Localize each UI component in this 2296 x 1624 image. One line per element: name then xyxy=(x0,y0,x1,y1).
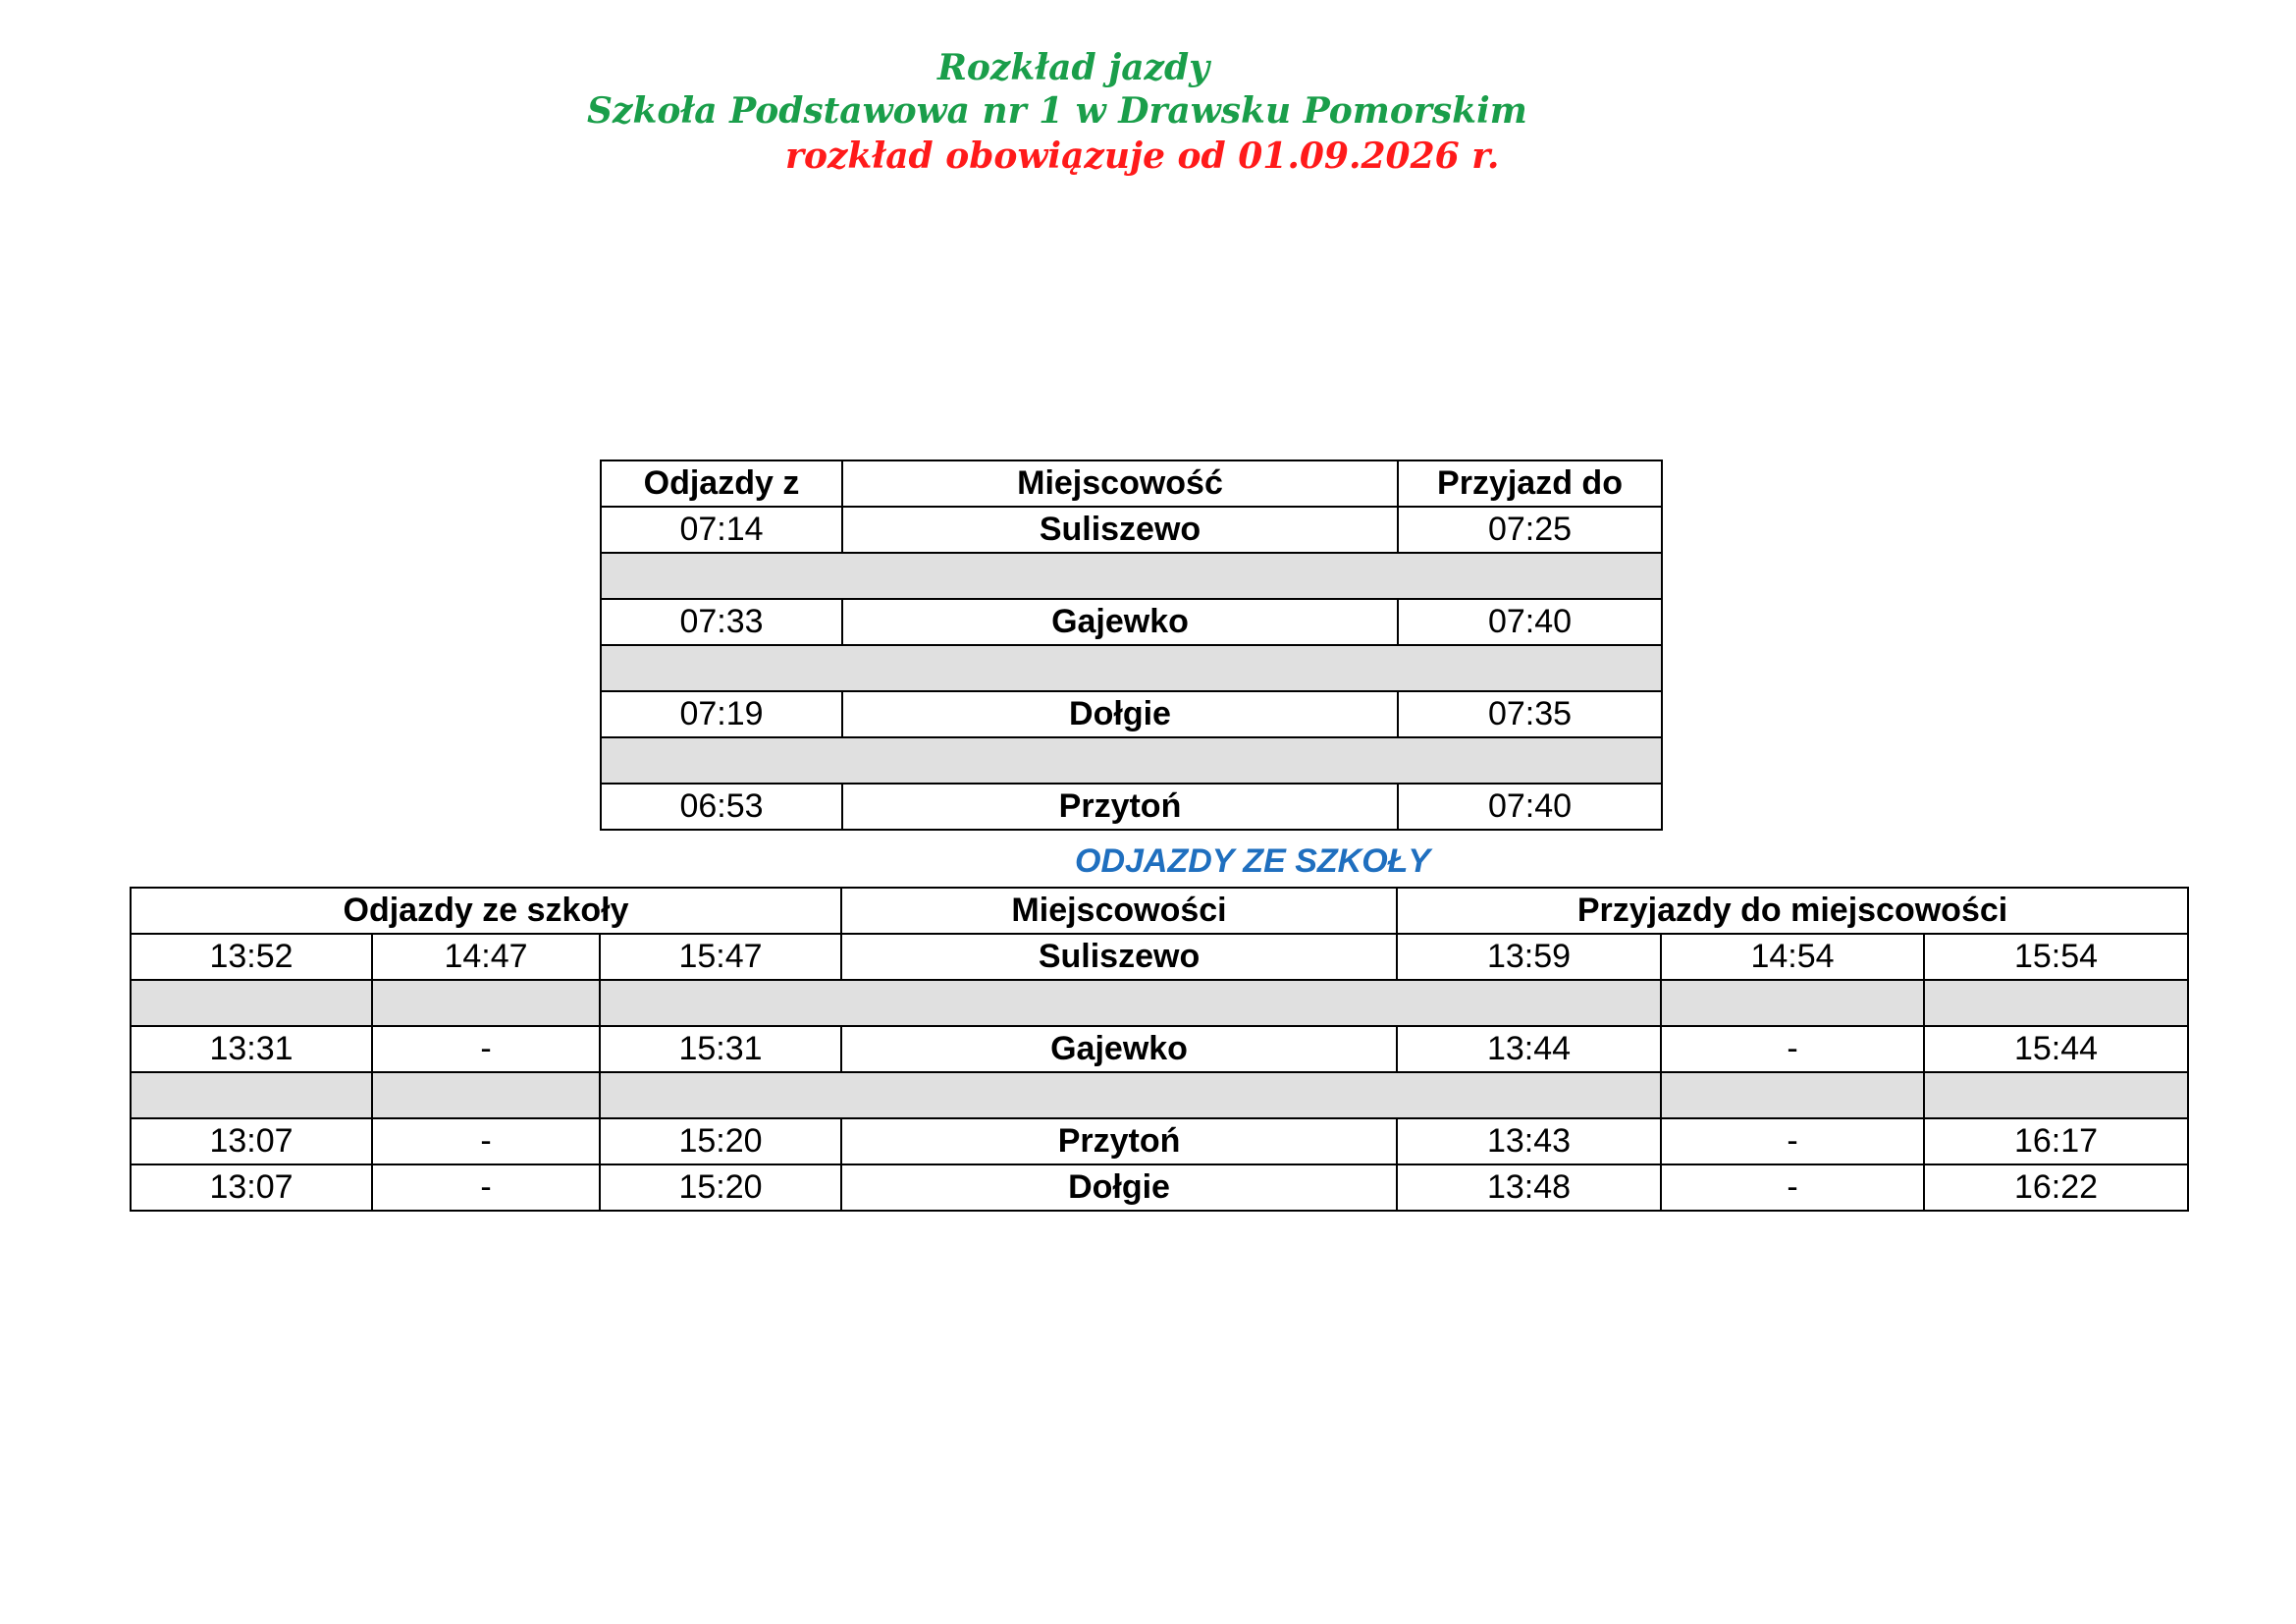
table-row xyxy=(601,507,1662,553)
separator-cell xyxy=(372,980,600,1026)
place-name: Gajewko xyxy=(841,1026,1397,1072)
separator-cell xyxy=(1661,980,1924,1026)
arrival-time: - xyxy=(1661,1118,1924,1164)
arrival-time: 07:35 xyxy=(1398,691,1662,737)
table-row xyxy=(131,1118,2188,1164)
departure-time: 15:20 xyxy=(600,1164,841,1211)
table-row xyxy=(131,1026,2188,1072)
departure-time: 07:19 xyxy=(601,691,842,737)
departure-time: - xyxy=(372,1118,600,1164)
departure-time: 14:47 xyxy=(372,934,600,980)
place-name: Gajewko xyxy=(842,599,1398,645)
separator-cell xyxy=(601,553,1662,599)
arrival-time: 16:17 xyxy=(1924,1118,2188,1164)
arrival-time: 13:59 xyxy=(1397,934,1661,980)
separator-cell xyxy=(131,980,372,1026)
table-row xyxy=(601,691,1662,737)
departure-time: - xyxy=(372,1164,600,1211)
valid-from-note: rozkład obowiązuje od 01.09.2026 r. xyxy=(785,135,1500,177)
arrival-time: 14:54 xyxy=(1661,934,1924,980)
separator-row xyxy=(131,1072,2188,1118)
table-row xyxy=(601,599,1662,645)
table-row xyxy=(131,1164,2188,1211)
departure-time: 15:47 xyxy=(600,934,841,980)
column-header: Przyjazd do xyxy=(1398,460,1662,507)
departure-time: - xyxy=(372,1026,600,1072)
arrival-time: - xyxy=(1661,1026,1924,1072)
separator-cell xyxy=(601,645,1662,691)
table-header-row xyxy=(131,888,2188,934)
from-school-table xyxy=(130,887,2189,1212)
separator-cell xyxy=(131,1072,372,1118)
departure-time: 07:14 xyxy=(601,507,842,553)
separator-row xyxy=(601,645,1662,691)
arrival-time: 15:44 xyxy=(1924,1026,2188,1072)
arrival-time: 07:40 xyxy=(1398,599,1662,645)
departure-time: 06:53 xyxy=(601,784,842,830)
column-header: Miejscowości xyxy=(841,888,1397,934)
document-title: Rozkład jazdy xyxy=(937,47,1210,88)
column-header: Przyjazdy do miejscowości xyxy=(1397,888,2188,934)
arrival-time: 13:48 xyxy=(1397,1164,1661,1211)
separator-row xyxy=(601,553,1662,599)
table-row xyxy=(601,784,1662,830)
departure-time: 13:07 xyxy=(131,1164,372,1211)
separator-cell xyxy=(1924,980,2188,1026)
separator-row xyxy=(131,980,2188,1026)
place-name: Przytoń xyxy=(842,784,1398,830)
departure-time: 13:31 xyxy=(131,1026,372,1072)
column-header: Odjazdy ze szkoły xyxy=(131,888,841,934)
arrival-time: 15:54 xyxy=(1924,934,2188,980)
separator-cell xyxy=(372,1072,600,1118)
separator-row xyxy=(601,737,1662,784)
table-row xyxy=(131,934,2188,980)
separator-cell xyxy=(1924,1072,2188,1118)
separator-cell xyxy=(601,737,1662,784)
place-name: Dołgie xyxy=(841,1164,1397,1211)
column-header: Miejscowość xyxy=(842,460,1398,507)
departure-time: 15:20 xyxy=(600,1118,841,1164)
arrival-time: 13:43 xyxy=(1397,1118,1661,1164)
place-name: Suliszewo xyxy=(842,507,1398,553)
departure-time: 13:52 xyxy=(131,934,372,980)
arrival-time: 16:22 xyxy=(1924,1164,2188,1211)
to-school-table xyxy=(600,460,1663,831)
place-name: Suliszewo xyxy=(841,934,1397,980)
departure-time: 07:33 xyxy=(601,599,842,645)
departure-time: 15:31 xyxy=(600,1026,841,1072)
arrival-time: 13:44 xyxy=(1397,1026,1661,1072)
section-title: ODJAZDY ZE SZKOŁY xyxy=(1075,842,1431,880)
place-name: Przytoń xyxy=(841,1118,1397,1164)
arrival-time: - xyxy=(1661,1164,1924,1211)
separator-cell xyxy=(1661,1072,1924,1118)
separator-cell xyxy=(600,980,1661,1026)
column-header: Odjazdy z xyxy=(601,460,842,507)
place-name: Dołgie xyxy=(842,691,1398,737)
table-header-row xyxy=(601,460,1662,507)
arrival-time: 07:40 xyxy=(1398,784,1662,830)
departure-time: 13:07 xyxy=(131,1118,372,1164)
arrival-time: 07:25 xyxy=(1398,507,1662,553)
school-name: Szkoła Podstawowa nr 1 w Drawsku Pomorskim xyxy=(587,90,1527,132)
separator-cell xyxy=(600,1072,1661,1118)
